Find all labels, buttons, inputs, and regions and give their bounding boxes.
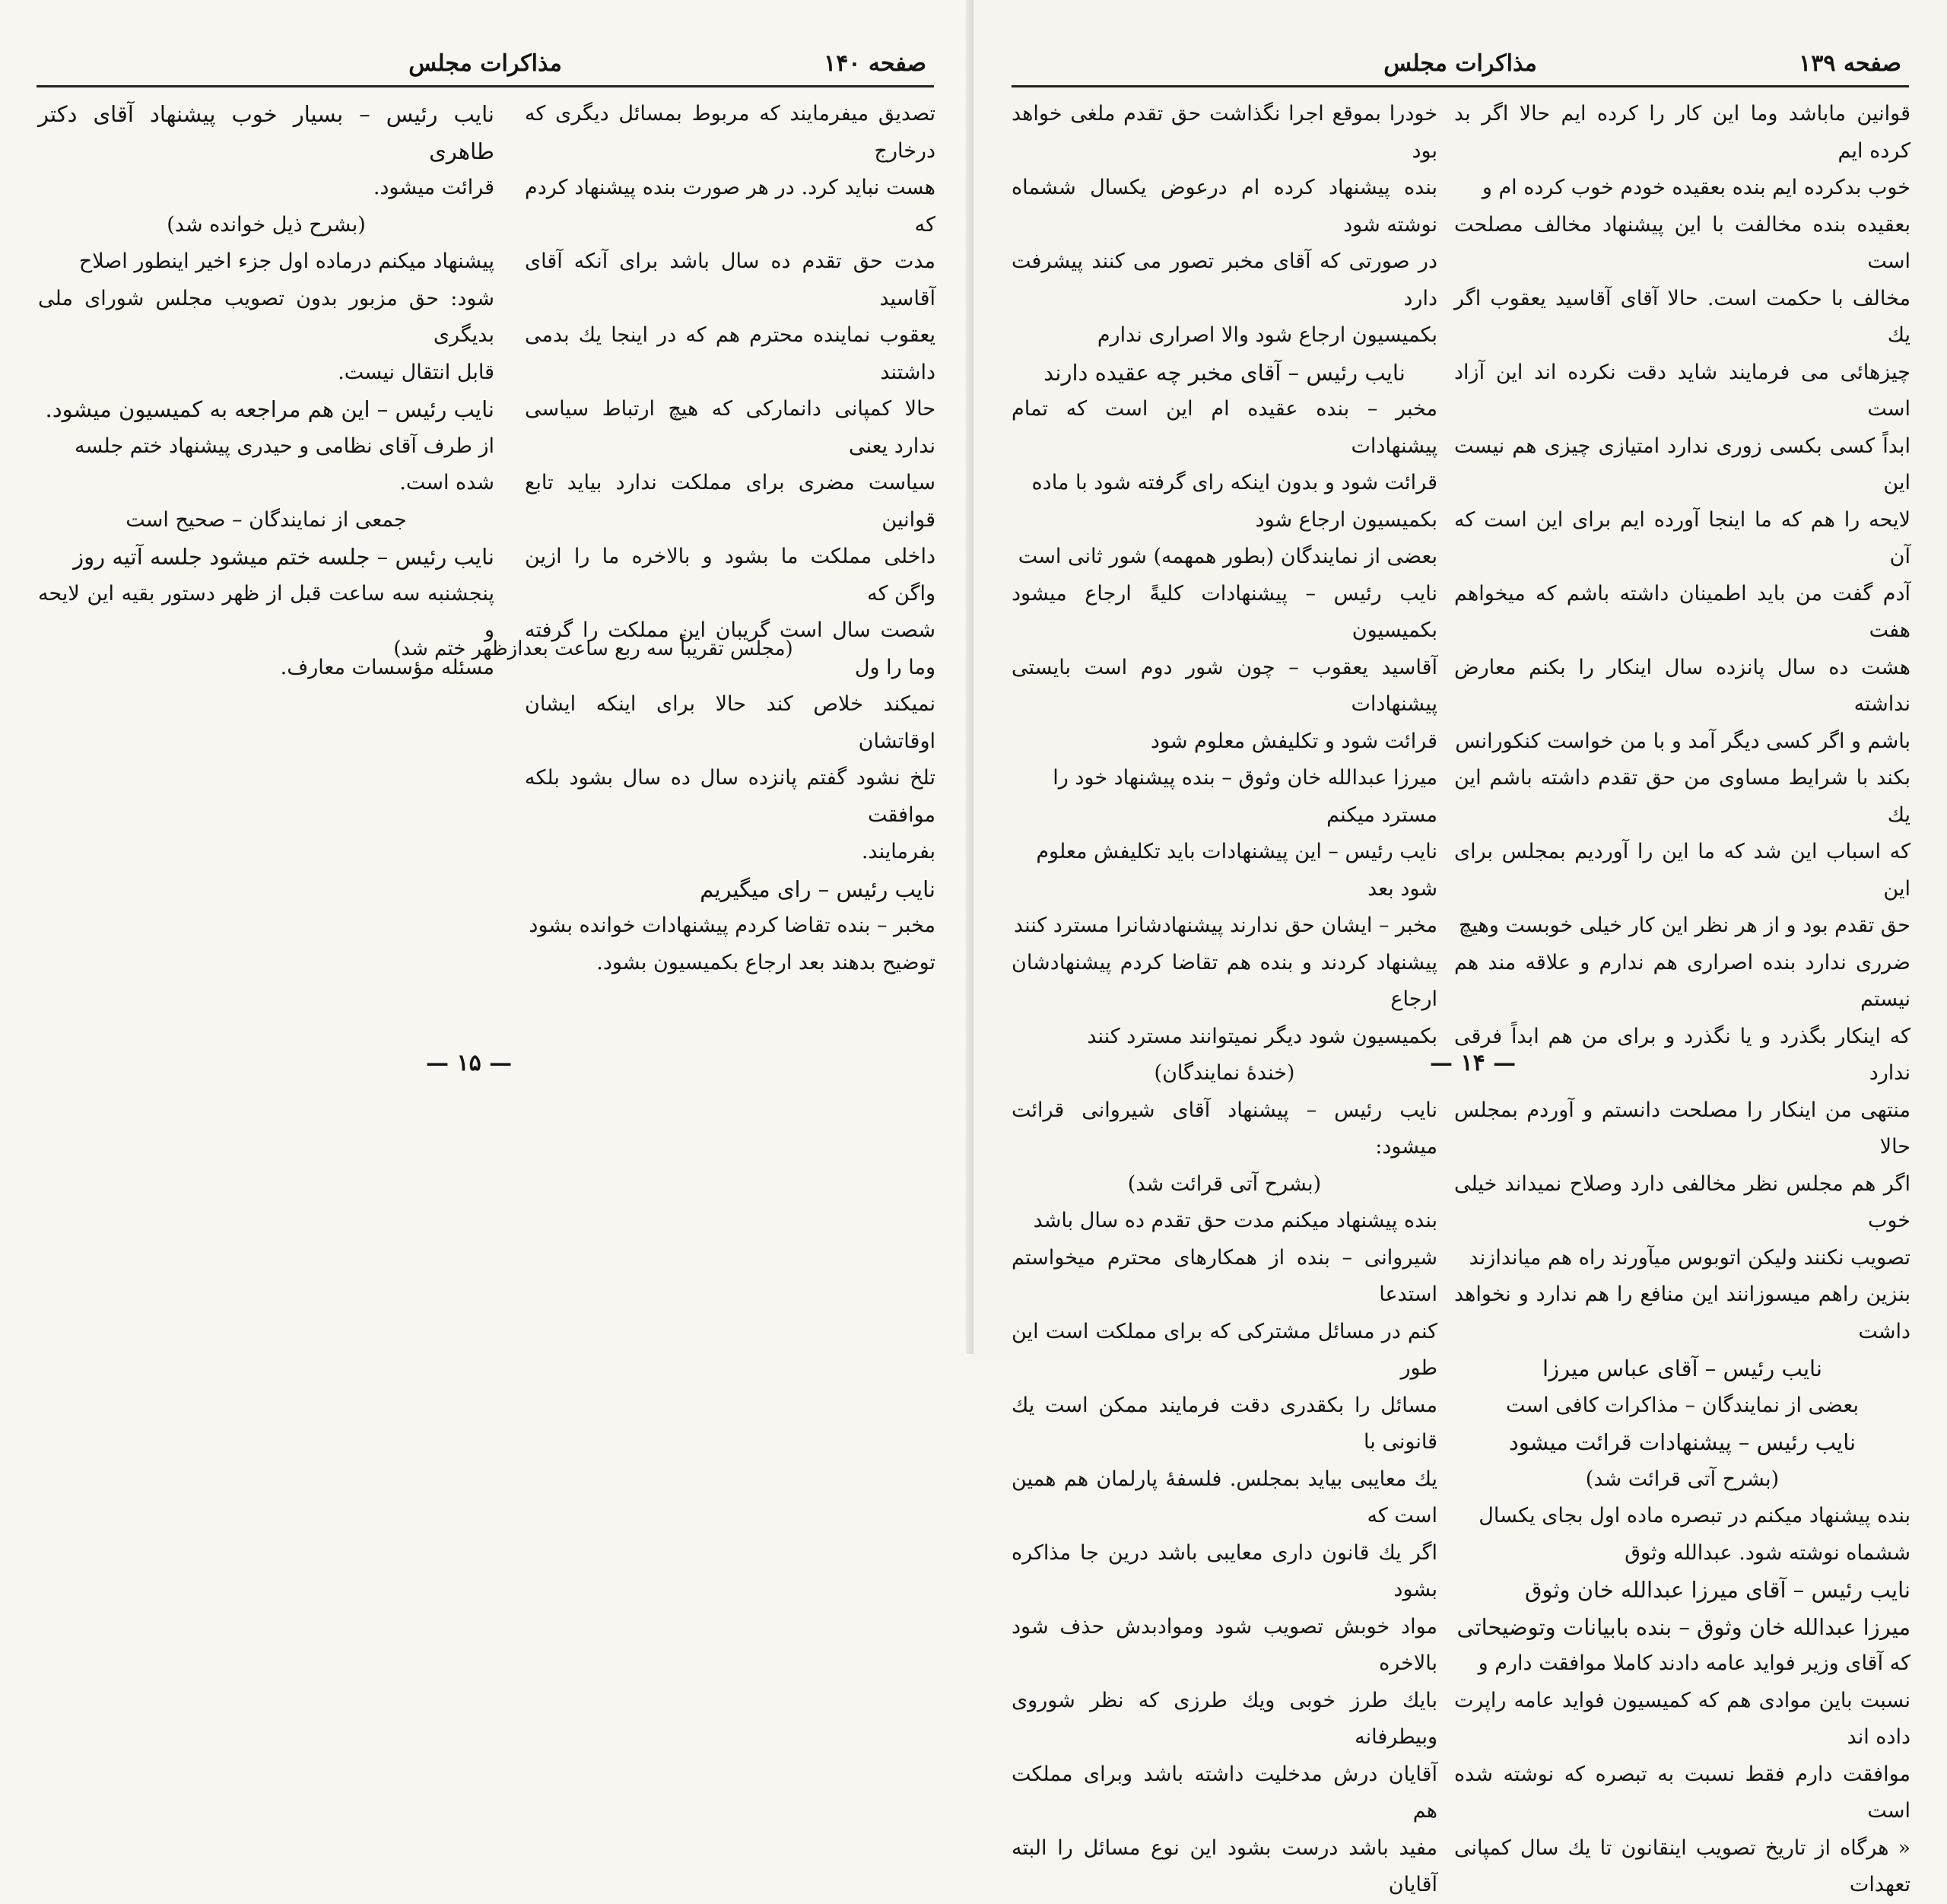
text-line: بنده پیشنهاد کرده ام درعوض یکسال ششماه نوشته شود bbox=[1012, 176, 1437, 237]
speaker-line: نایب رئیس – بسیار خوب پیشنهاد آقای دکتر طاهری bbox=[38, 101, 494, 164]
note-line: (بشرح آتی قرائت شد) bbox=[1585, 1467, 1780, 1491]
text-line: مخالف با حکمت است. حالا آقای آقاسید یعقوب اگر یك bbox=[1454, 286, 1910, 347]
text-line: حق تقدم بود و از هر نظر این کار خیلی خوبست وهیچ bbox=[1458, 914, 1910, 937]
text-line: بنده پیشنهاد میکنم در تبصره ماده اول بجای یکسال bbox=[1479, 1504, 1910, 1527]
text-line: که اسباب این شد که ما این را آوردیم بمجلس برای این bbox=[1454, 840, 1910, 901]
page-label: صفحه ۱۳۹ bbox=[1799, 50, 1901, 77]
note-line: (خندهٔ نمایندگان) bbox=[1154, 1061, 1295, 1085]
text-line: هشت ده سال پانزده سال اینکار را بکنم معارض نداشته bbox=[1454, 655, 1910, 716]
text-line: بکند با شرایط مساوی من حق تقدم داشته باشم این یك bbox=[1454, 766, 1910, 827]
text-column-right bbox=[525, 96, 935, 981]
text-line: باشم و اگر کسی دیگر آمد و با من خواست کنکورانس bbox=[1455, 729, 1910, 753]
text-line: نمیکند خلاص کند حالا برای اینکه ایشان اوقاتشان bbox=[525, 692, 935, 753]
text-line: مخبر – بنده عقیده ام این است که تمام پیشنهادات bbox=[1012, 397, 1437, 458]
text-column-right bbox=[1454, 96, 1910, 1904]
session-closing-note: (مجلس تقریباً سه ربع ساعت بعدازظهر ختم شد) bbox=[393, 637, 793, 660]
text-line: حالا کمپانی دانمارکی که هیچ ارتباط سیاسی ندارد یعنی bbox=[525, 397, 935, 458]
text-line: شصت سال است گریبان این مملکت را گرفته وما را ول bbox=[525, 618, 935, 679]
text-line: که اینکار بگذرد و یا نگذرد و برای من هم ابداً فرقی ندارد bbox=[1454, 1024, 1910, 1085]
text-line: مسائل را بکقدری دقت فرمایند ممکن است یك قانونی با bbox=[1012, 1393, 1437, 1454]
speaker-line: نایب رئیس – جلسه ختم میشود جلسه آتیه روز bbox=[73, 544, 494, 570]
text-line: آقایان درش مدخلیت داشته باشد وبرای مملکت هم bbox=[1012, 1762, 1437, 1823]
speaker-line: نایب رئیس – آقای عباس میرزا bbox=[1542, 1356, 1822, 1381]
text-line: ضرری ندارد بنده اصراری هم ندارم و علاقه مند هم نیستم bbox=[1454, 950, 1910, 1011]
text-line: بعضی از نمایندگان (بطور همهمه) شور ثانی است bbox=[1018, 545, 1437, 568]
speaker-line: میرزا عبدالله خان وثوق – بنده بابیانات وتوضیحاتی bbox=[1456, 1613, 1910, 1640]
text-line: مخبر – ایشان حق ندارند پیشنهادشانرا مسترد کنند bbox=[1013, 914, 1437, 937]
text-line: نایب رئیس – پیشنهادات کلیةً ارجاع میشود بکمیسیون bbox=[1012, 581, 1437, 642]
text-line: مسئله مؤسسات معارف. bbox=[280, 655, 494, 679]
text-line: آقاسید یعقوب – چون شور دوم است بایستی پیشنهادات bbox=[1012, 655, 1437, 716]
text-line: منتهی من اینکار را مصلحت دانستم و آوردم بمجلس حالا bbox=[1454, 1098, 1910, 1159]
text-line: قرائت میشود. bbox=[373, 176, 494, 199]
text-line: لایحه را هم که ما اینجا آورده ایم برای این است که آن bbox=[1454, 507, 1910, 568]
text-line: چیزهائی می فرمایند شاید دقت نکرده اند این آزاد است bbox=[1454, 360, 1910, 421]
text-line: یعقوب نماینده محترم هم که در اینجا یك بدمی داشتند bbox=[525, 323, 935, 384]
text-line: بایك طرز خوبی ویك طرزی که نظر شوروی وبیطرفانه bbox=[1012, 1688, 1437, 1749]
text-line: داخلی مملکت ما بشود و بالاخره ما را ازین واگن که bbox=[525, 545, 935, 606]
text-line: سیاست مضری برای مملکت ندارد بیاید تابع قوانین bbox=[525, 471, 935, 532]
text-line: نسبت باین موادی هم که کمیسیون فواید عامه راپرت داده اند bbox=[1454, 1688, 1910, 1749]
text-line: مدت حق تقدم ده سال باشد برای آنکه آقای آقاسید bbox=[525, 250, 935, 310]
text-line: شده است. bbox=[399, 471, 494, 494]
page-header bbox=[1012, 47, 1909, 87]
text-line: تصدیق میفرمایند که مربوط بمسائل دیگری که درخارج bbox=[525, 102, 935, 163]
speaker-line: نایب رئیس – پیشنهادات قرائت میشود bbox=[1508, 1429, 1856, 1455]
text-line: بعضی از نمایندگان – مذاکرات کافی است bbox=[1505, 1393, 1860, 1417]
page-number: — ۱۵ — bbox=[426, 1050, 513, 1076]
text-line: اگر هم مجلس نظر مخالفی دارد وصلاح نمیداند خیلی خوب bbox=[1454, 1171, 1910, 1232]
text-line: هست نباید کرد. در هر صورت بنده پیشنهاد کردم که bbox=[525, 176, 935, 237]
text-line: جمعی از نمایندگان – صحیح است bbox=[125, 507, 407, 532]
text-line: مواد خوبش تصویب شود وموادبدش حذف شود بالاخره bbox=[1012, 1614, 1437, 1675]
text-column-left bbox=[1012, 96, 1437, 1904]
running-title: مذاکرات مجلس bbox=[1383, 50, 1537, 77]
running-title: مذاکرات مجلس bbox=[408, 50, 562, 77]
speaker-line: نایب رئیس – این هم مراجعه به کمیسیون میشود. bbox=[45, 396, 494, 422]
text-line: قرائت شود و تکلیفش معلوم شود bbox=[1150, 729, 1437, 753]
text-line: از طرف آقای نظامی و حیدری پیشنهاد ختم جلسه bbox=[74, 434, 494, 458]
note-line: (بشرح آتی قرائت شد) bbox=[1127, 1171, 1322, 1196]
text-line: آدم گفت من باید اطمینان داشته باشم که میخواهم هفت bbox=[1454, 581, 1910, 642]
text-line: « هرگاه از تاریخ تصویب اینقانون تا یك سال کمپانی تعهدات bbox=[1454, 1836, 1910, 1896]
text-line: میرزا عبدالله خان وثوق – بنده پیشنهاد خود را bbox=[1053, 766, 1437, 790]
text-line: موافقت دارم فقط نسبت به تبصره که نوشته شده است bbox=[1454, 1762, 1910, 1823]
text-line: بنده پیشنهاد میکنم مدت حق تقدم ده سال باشد bbox=[1033, 1209, 1437, 1232]
text-line: شود: حق مزبور بدون تصویب مجلس شورای ملی بدیگری bbox=[38, 286, 494, 347]
text-line: مخبر – بنده تقاضا کردم پیشنهادات خوانده بشود bbox=[529, 914, 935, 937]
text-line: خوب بدکرده ایم بنده بعقیده خودم خوب کرده ام و bbox=[1482, 176, 1910, 199]
text-line: ابداً کسی بکسی زوری ندارد امتیازی چیزی هم نیست این bbox=[1454, 434, 1910, 494]
text-line: نایب رئیس – این پیشنهادات باید تکلیفش معلوم bbox=[1036, 840, 1437, 863]
speaker-line: نایب رئیس – آقای میرزا عبدالله خان وثوق bbox=[1524, 1577, 1910, 1603]
text-line: مسترد میکنم bbox=[1326, 803, 1437, 827]
text-line: پنجشنبه سه ساعت قبل از ظهر دستور بقیه این لایحه و bbox=[38, 581, 494, 642]
text-line: بکمیسیون ارجاع شود bbox=[1255, 507, 1437, 532]
text-line: بنزین راهم میسوزانند این منافع را هم ندارد و نخواهد داشت bbox=[1454, 1283, 1910, 1343]
text-line: یك معایبی بیاید بمجلس. فلسفهٔ پارلمان هم همین است که bbox=[1012, 1467, 1437, 1527]
text-line: شود بعد bbox=[1367, 876, 1437, 901]
text-line: پیشنهاد میکنم درماده اول جزء اخیر اینطور اصلاح bbox=[78, 250, 494, 273]
page-header bbox=[37, 47, 934, 87]
text-line: بکمیسیون ارجاع شود والا اصراری ندارم bbox=[1097, 323, 1437, 347]
text-line: خودرا بموقع اجرا نگذاشت حق تقدم ملغی خواهد بود bbox=[1012, 102, 1437, 163]
text-line: کنم در مسائل مشترکی که برای مملکت است این طور bbox=[1012, 1319, 1437, 1380]
text-line: بکمیسیون شود دیگر نمیتوانند مسترد کنند bbox=[1087, 1024, 1437, 1048]
text-line: اگر یك قانون داری معایبی باشد درین جا مذاکره بشود bbox=[1012, 1540, 1437, 1601]
text-line: قرائت شود و بدون اینکه رای گرفته شود با ماده bbox=[1031, 471, 1437, 494]
text-line: مفید باشد درست بشود این نوع مسائل را البته آقایان bbox=[1012, 1836, 1437, 1896]
text-line: شیروانی – بنده از همکارهای محترم میخواستم استدعا bbox=[1012, 1245, 1437, 1306]
text-line: تلخ نشود گفتم پانزده سال ده سال بشود بلکه موافقت bbox=[525, 766, 935, 827]
note-line: (بشرح ذیل خوانده شد) bbox=[167, 212, 366, 237]
text-line: که آقای وزیر فواید عامه دادند کاملا موافقت دارم و bbox=[1478, 1651, 1910, 1675]
page-number: — ۱۴ — bbox=[1430, 1050, 1517, 1076]
text-line: نایب رئیس – پیشنهاد آقای شیروانی قرائت میشود: bbox=[1012, 1098, 1437, 1159]
text-line: ششماه نوشته شود. عبدالله وثوق bbox=[1625, 1540, 1910, 1565]
text-line: پیشنهاد کردند و بنده هم تقاضا کردم پیشنهادشان ارجاع bbox=[1012, 950, 1437, 1011]
text-column-left bbox=[38, 96, 494, 686]
text-line: بفرمایند. bbox=[861, 840, 935, 863]
text-line: قوانین ماباشد وما این کار را کرده ایم حالا اگر بد کرده ایم bbox=[1454, 102, 1910, 163]
page-139 bbox=[974, 0, 1947, 1896]
page-label: صفحه ۱۴۰ bbox=[824, 50, 926, 77]
text-line: تصویب نکنند ولیکن اتوبوس میآورند راه هم میاندازند bbox=[1469, 1245, 1910, 1270]
text-line: در صورتی که آقای مخبر تصور می کنند پیشرفت دارد bbox=[1012, 250, 1437, 310]
page-140 bbox=[0, 0, 974, 1354]
text-line: قابل انتقال نیست. bbox=[338, 360, 494, 384]
speaker-line: نایب رئیس – آقای مخبر چه عقیده دارند bbox=[1043, 359, 1405, 386]
text-line: توضیح بدهند بعد ارجاع بکمیسیون بشود. bbox=[596, 950, 935, 974]
text-line: بعقیده بنده مخالفت با این پیشنهاد مخالف مصلحت است bbox=[1454, 212, 1910, 273]
speaker-line: نایب رئیس – رای میگیریم bbox=[700, 876, 935, 902]
